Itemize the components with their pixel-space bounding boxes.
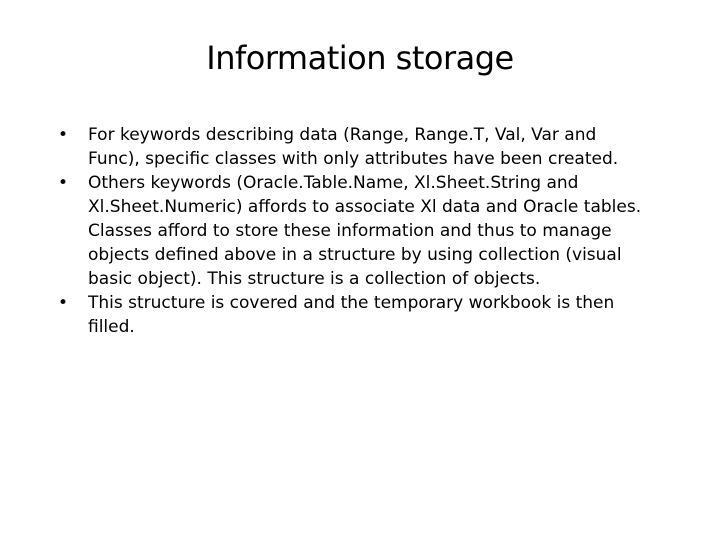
bullet-text-line: Xl.Sheet.Numeric) affords to associate Xl data and Oracle tables. (88, 197, 642, 217)
bullet-text-line: Classes afford to store these information and thus to manage (88, 221, 612, 241)
slide-title: Information storage (206, 39, 514, 77)
bullet-text-line: basic object). This structure is a collection of objects. (88, 269, 541, 289)
bullet-text-line: filled. (88, 317, 135, 337)
bullet-text-line: objects defined above in a structure by using collection (visual (88, 245, 622, 265)
bullet-item-structure (58, 291, 678, 339)
bullet-item-others-keywords (58, 171, 678, 291)
bullet-text-line: For keywords describing data (Range, Range.T, Val, Var and (88, 125, 597, 145)
bullet-icon: • (58, 125, 69, 145)
bullet-icon: • (58, 173, 69, 193)
bullet-text-line: Func), specific classes with only attributes have been created. (88, 149, 619, 169)
bullet-icon: • (58, 293, 69, 313)
bullet-text-line: This structure is covered and the temporary workbook is then (88, 293, 615, 313)
bullet-item-keywords (58, 123, 678, 171)
bullet-list (58, 123, 678, 339)
bullet-text-line: Others keywords (Oracle.Table.Name, Xl.Sheet.String and (88, 173, 579, 193)
